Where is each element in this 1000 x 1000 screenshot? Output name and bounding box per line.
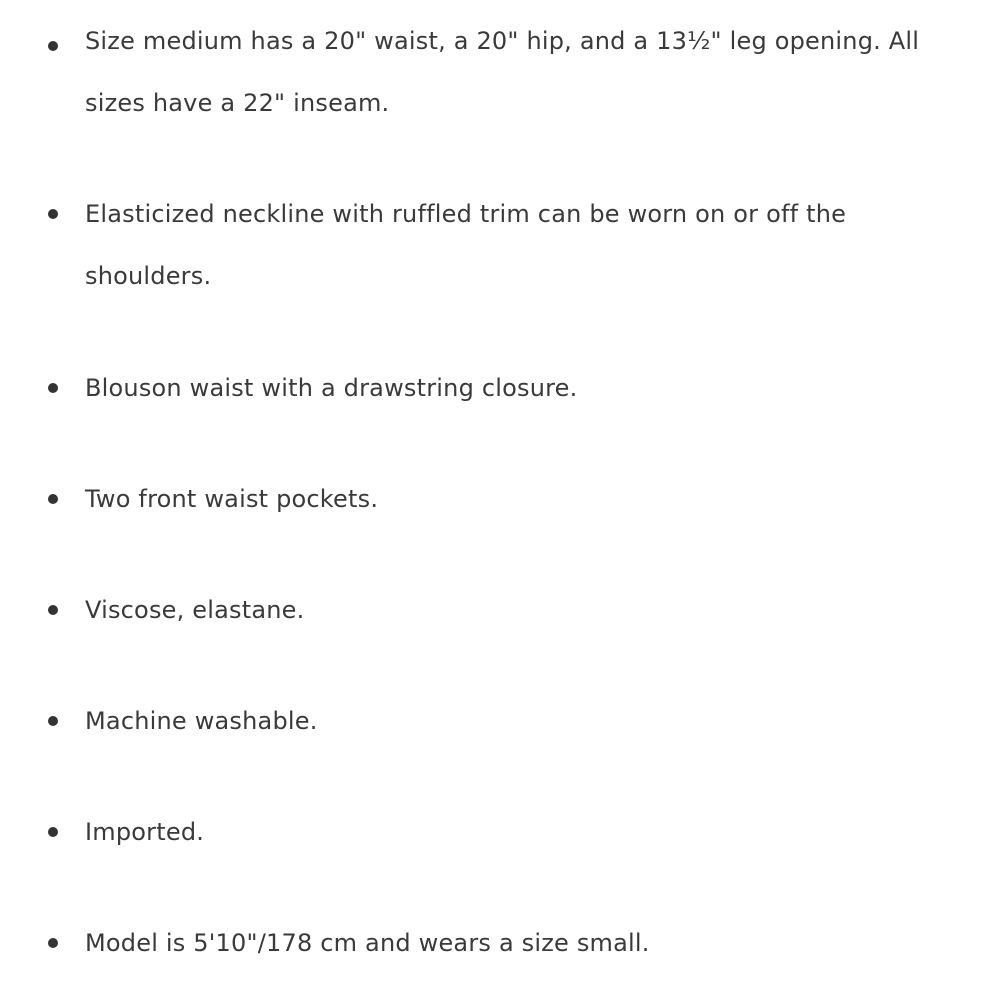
list-item-text: Machine washable.: [85, 707, 318, 735]
list-item-text: Size medium has a 20" waist, a 20" hip, and a 13½" leg opening. All sizes have a 22" inseam.: [85, 27, 920, 117]
bullet-icon: [48, 494, 58, 504]
list-item-text: Two front waist pockets.: [85, 485, 379, 513]
bullet-icon: [48, 938, 58, 948]
bullet-icon: [48, 209, 58, 219]
bullet-icon: [48, 605, 58, 615]
bullet-icon: [48, 827, 58, 837]
list-item-text: Blouson waist with a drawstring closure.: [85, 374, 578, 402]
list-item-text: Imported.: [85, 818, 205, 846]
list-item-text: Elasticized neckline with ruffled trim can be worn on or off the shoulders.: [85, 200, 847, 290]
bullet-icon: [48, 383, 58, 393]
bullet-icon: [48, 716, 58, 726]
bullet-icon: [48, 41, 58, 51]
list-item-text: Model is 5'10"/178 cm and wears a size small.: [85, 929, 650, 957]
list-item-text: Viscose, elastane.: [85, 596, 305, 624]
